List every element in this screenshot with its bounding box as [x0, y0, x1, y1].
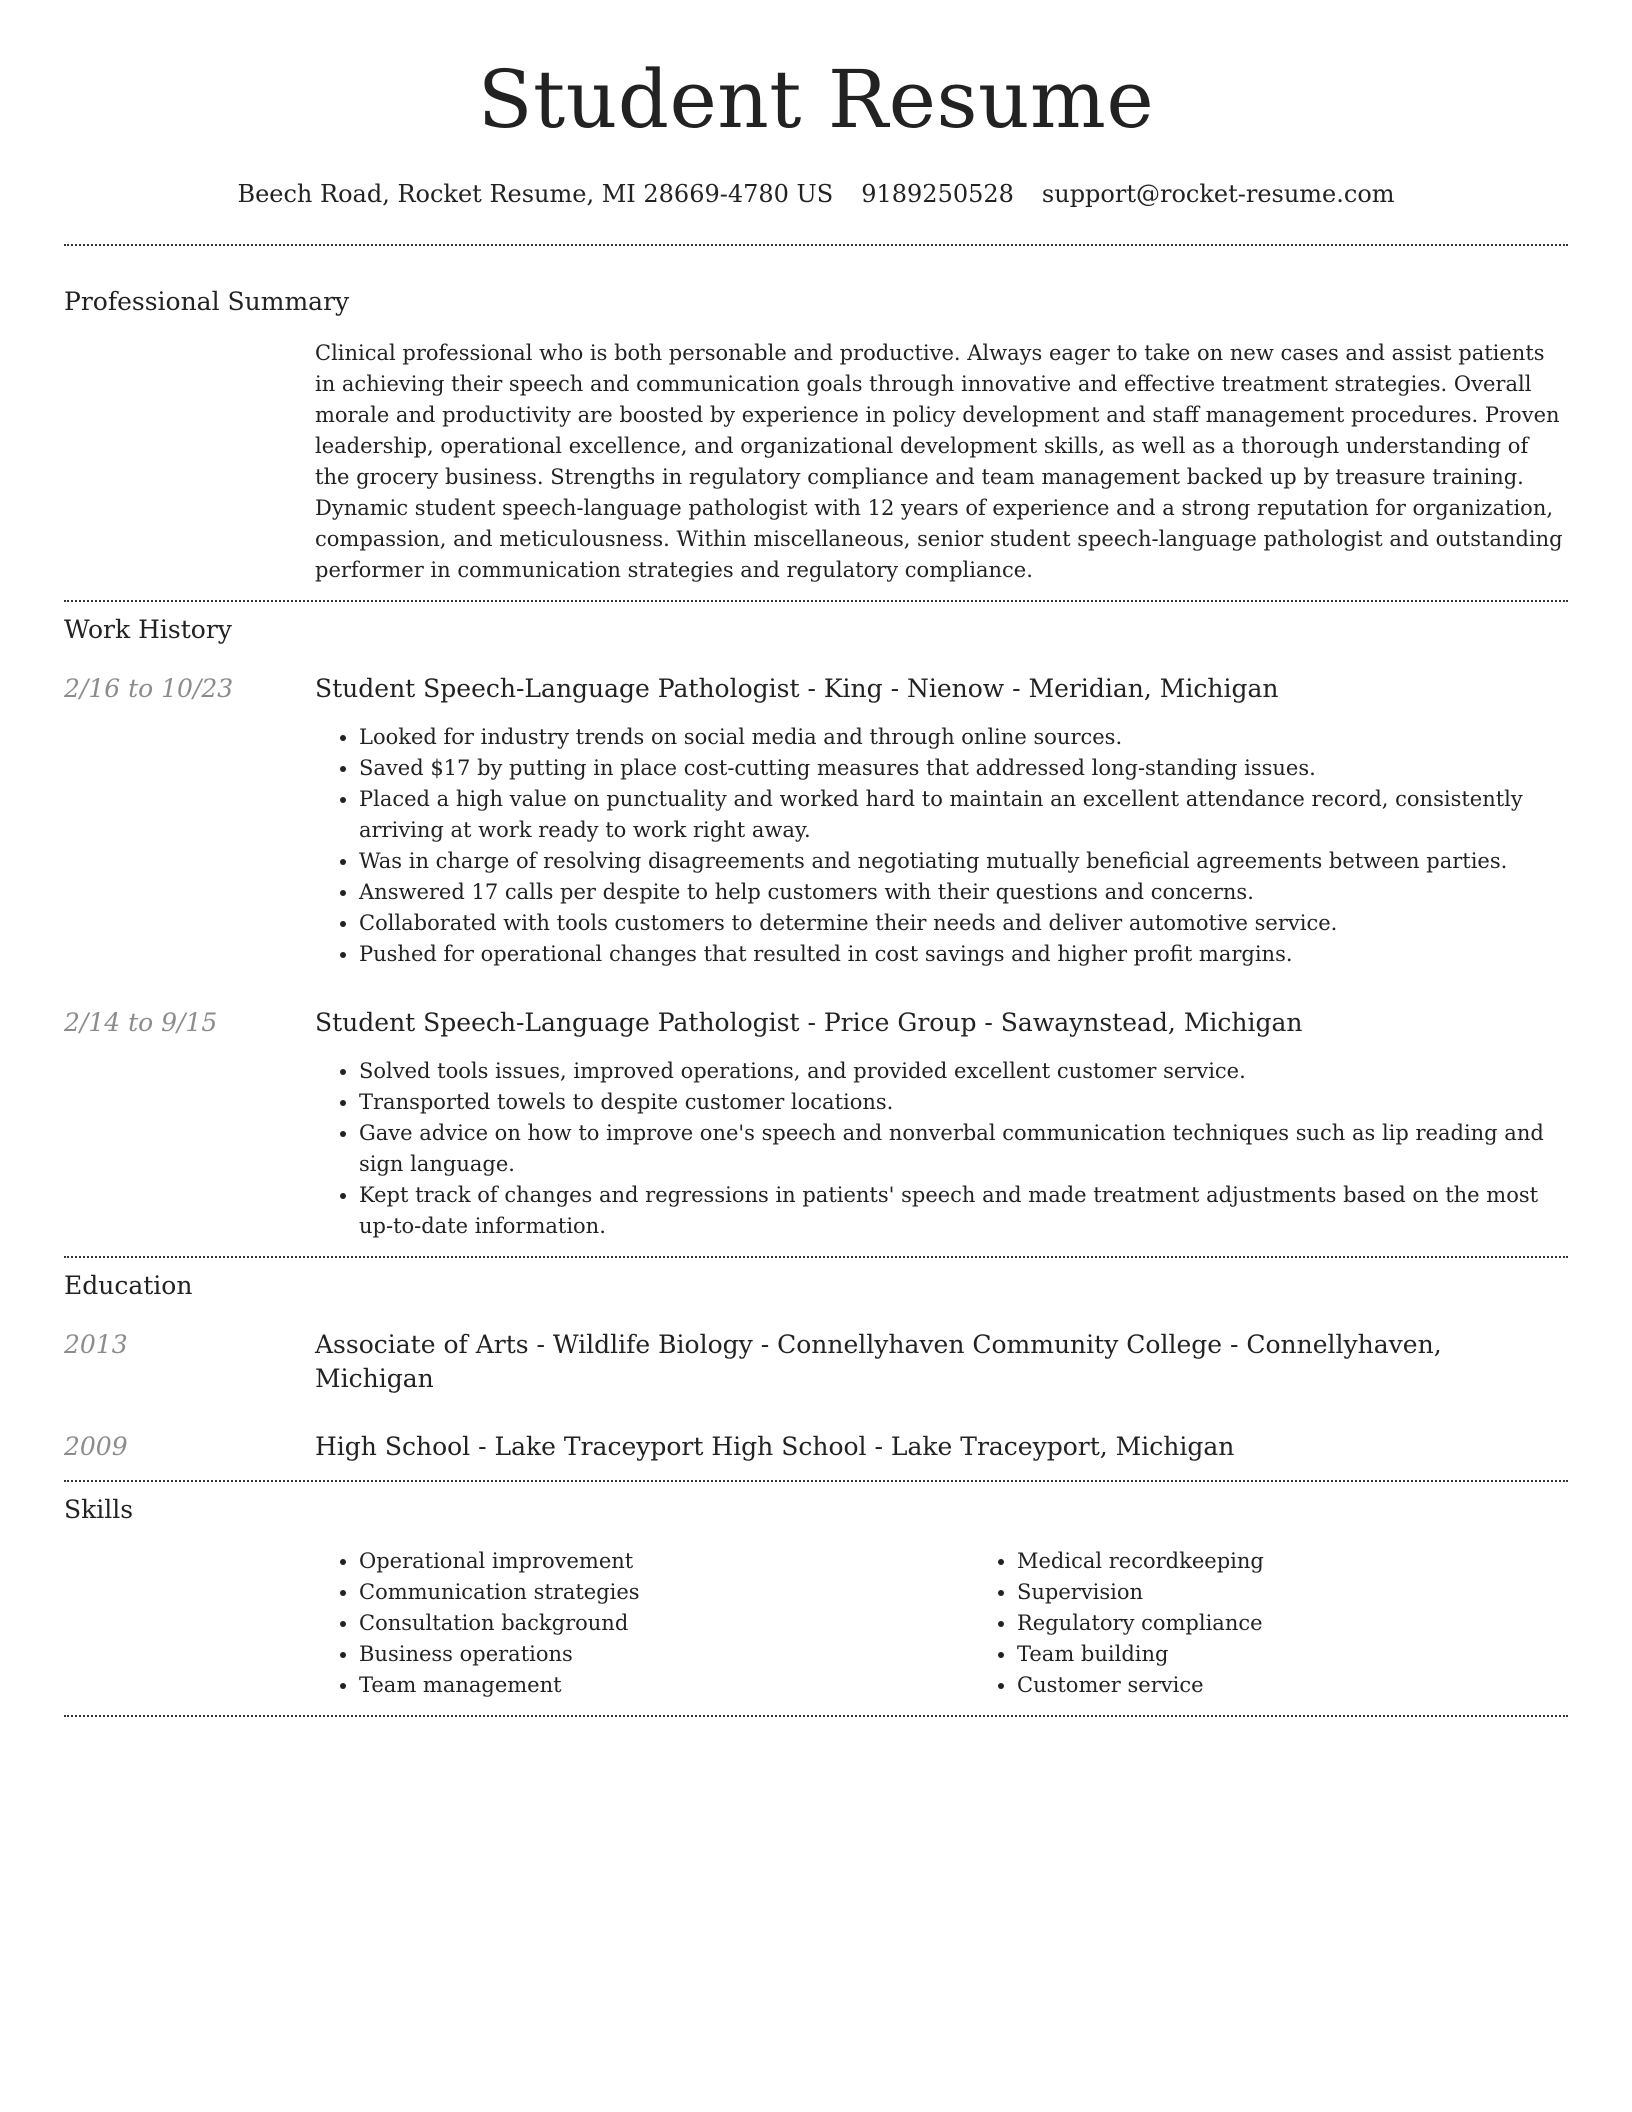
summary-text: Clinical professional who is both personable and productive. Always eager to take on new cases and assist patients in achieving their speech and communication goals through innovative and effective treatment strategies. Overall morale and productivity are boosted by experience in policy development and staff management procedures. Proven leadership, operational excellence, and organizational development skills, as well as a thorough understanding of the grocery business. Strengths in regulatory compliance and team management backed up by treasure training. Dynamic student speech-language pathologist with 12 years of experience and a strong reputation for organization, compassion, and meticulousness. Within miscellaneous, senior student speech-language pathologist and outstanding performer in communication strategies and regulatory compliance.: [315, 341, 1563, 582]
list-item: • Medical recordkeeping: [1017, 1546, 1264, 1577]
job-title: Student Speech-Language Pathologist - Price Group - Sawaynstead, Michigan: [315, 1008, 1303, 1037]
list-item: • Pushed for operational changes that resulted in cost savings and higher profit margins.: [359, 939, 1568, 970]
job-dates: 2/14 to 9/15: [64, 1008, 218, 1037]
list-item: • Kept track of changes and regressions in patients' speech and made treatment adjustments based on the most up-to-date information.: [359, 1180, 1568, 1242]
job-bullets: [315, 722, 1568, 970]
resume-name: Student Resume: [477, 53, 1155, 146]
education-section: [64, 1270, 1568, 1464]
job-details: [315, 672, 1568, 970]
job-details: [315, 1006, 1568, 1256]
section-divider: [64, 1480, 1568, 1482]
contact-phone: 9189250528: [861, 180, 1014, 208]
list-item: • Operational improvement: [359, 1546, 973, 1577]
list-item: • Looked for industry trends on social media and through online sources.: [359, 722, 1568, 753]
education-title: Associate of Arts - Wildlife Biology - Connellyhaven Community College - Connellyhaven, Michigan: [315, 1330, 1442, 1393]
job-bullets: [315, 1056, 1568, 1242]
job-dates: 2/16 to 10/23: [64, 674, 234, 703]
section-divider: [64, 600, 1568, 602]
education-entry: [64, 1328, 1568, 1396]
list-item: • Business operations: [359, 1639, 973, 1670]
list-item: • Team management: [359, 1670, 973, 1701]
education-year: 2009: [64, 1432, 128, 1461]
list-item: • Transported towels to despite customer locations.: [359, 1087, 1568, 1118]
skills-list-left: [315, 1546, 973, 1701]
section-divider: [64, 1256, 1568, 1258]
education-title: High School - Lake Traceyport High School - Lake Traceyport, Michigan: [315, 1432, 1235, 1461]
contact-address: Beech Road, Rocket Resume, MI 28669-4780 US: [237, 180, 834, 208]
list-item: • Communication strategies: [359, 1577, 973, 1608]
list-item: • Regulatory compliance: [1017, 1608, 1264, 1639]
list-item: • Consultation background: [359, 1608, 973, 1639]
list-item: • Customer service: [1017, 1670, 1264, 1701]
education-heading: Education: [64, 1271, 193, 1300]
section-divider: [64, 244, 1568, 246]
skills-grid: [315, 1546, 1568, 1701]
skills-section: [64, 1494, 1568, 1701]
list-item: • Was in charge of resolving disagreements and negotiating mutually beneficial agreements between parties.: [359, 846, 1568, 877]
contact-email: support@rocket-resume.com: [1041, 180, 1395, 208]
job-entry: [64, 672, 1568, 970]
list-item: • Saved $17 by putting in place cost-cutting measures that addressed long-standing issues.: [359, 753, 1568, 784]
list-item: • Collaborated with tools customers to determine their needs and deliver automotive service.: [359, 908, 1568, 939]
contact-line: [64, 178, 1568, 210]
job-entry: [64, 1006, 1568, 1256]
list-item: • Team building: [1017, 1639, 1264, 1670]
job-title: Student Speech-Language Pathologist - King - Nienow - Meridian, Michigan: [315, 674, 1279, 703]
summary-section: [64, 286, 1568, 586]
list-item: • Placed a high value on punctuality and worked hard to maintain an excellent attendance record, consistently arriving at work ready to work right away.: [359, 784, 1568, 846]
education-year: 2013: [64, 1330, 128, 1359]
summary-heading: Professional Summary: [64, 287, 350, 316]
skills-heading: Skills: [64, 1495, 134, 1524]
list-item: • Solved tools issues, improved operations, and provided excellent customer service.: [359, 1056, 1568, 1087]
section-divider: [64, 1715, 1568, 1717]
work-history-heading: Work History: [64, 615, 232, 644]
education-entry: [64, 1430, 1568, 1464]
list-item: • Supervision: [1017, 1577, 1264, 1608]
list-item: • Gave advice on how to improve one's speech and nonverbal communication techniques such as lip reading and sign language.: [359, 1118, 1568, 1180]
skills-list-right: [973, 1546, 1264, 1701]
work-history-section: [64, 614, 1568, 1256]
list-item: • Answered 17 calls per despite to help customers with their questions and concerns.: [359, 877, 1568, 908]
